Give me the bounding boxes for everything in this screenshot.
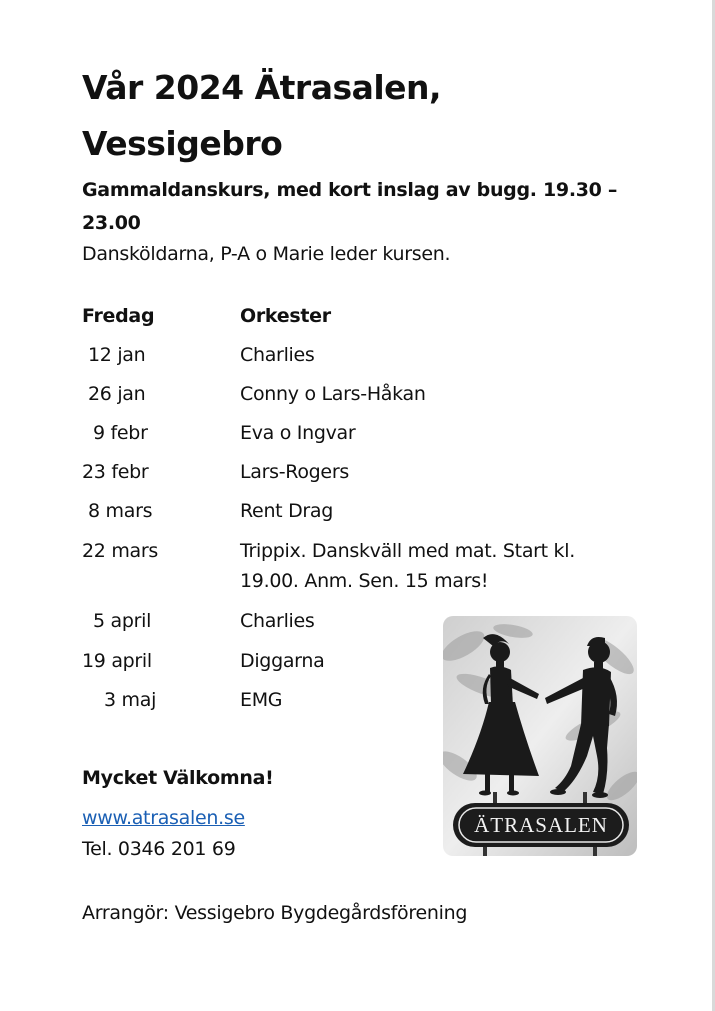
row-date: 5 april [93, 610, 152, 632]
row-band: Conny o Lars-Håkan [240, 383, 426, 405]
row-date: 8 mars [88, 500, 153, 522]
row-band: Eva o Ingvar [240, 422, 356, 444]
row-band: Charlies [240, 344, 315, 366]
row-band: Charlies [240, 610, 315, 632]
sign-text: ÄTRASALEN [474, 813, 608, 837]
column-header-date: Fredag [82, 305, 155, 327]
row-band: Lars-Rogers [240, 461, 349, 483]
dancing-couple-sign-image [443, 616, 637, 856]
column-header-band: Orkester [240, 305, 331, 327]
row-band [240, 536, 620, 596]
row-band-line-2: 19.00. Anm. Sen. 15 mars! [240, 570, 489, 592]
row-date: 22 mars [82, 540, 158, 562]
row-band: Rent Drag [240, 500, 334, 522]
row-date: 9 febr [93, 422, 148, 444]
row-date: 3 maj [104, 689, 157, 711]
title-line-2: Vessigebro [82, 124, 283, 163]
title-line-1: Vår 2024 Ätrasalen, [82, 68, 442, 107]
row-band-line-1: Trippix. Danskväll med mat. Start kl. [240, 540, 575, 562]
row-date: 23 febr [82, 461, 149, 483]
row-date: 19 april [82, 650, 152, 672]
website-link[interactable]: www.atrasalen.se [82, 807, 245, 829]
course-subtitle [82, 174, 622, 240]
subtitle-line-2: 23.00 [82, 212, 141, 234]
row-date: 12 jan [88, 344, 146, 366]
page-title [82, 60, 602, 172]
organizer-text: Arrangör: Vessigebro Bygdegårdsförening [82, 902, 468, 924]
row-date: 26 jan [88, 383, 146, 405]
welcome-text: Mycket Välkomna! [82, 767, 274, 789]
row-band: EMG [240, 689, 283, 711]
row-band: Diggarna [240, 650, 325, 672]
subtitle-line-1: Gammaldanskurs, med kort inslag av bugg. 19.30 – [82, 179, 618, 201]
course-leaders: Dansköldarna, P-A o Marie leder kursen. [82, 243, 451, 265]
phone-number: Tel. 0346 201 69 [82, 838, 236, 860]
